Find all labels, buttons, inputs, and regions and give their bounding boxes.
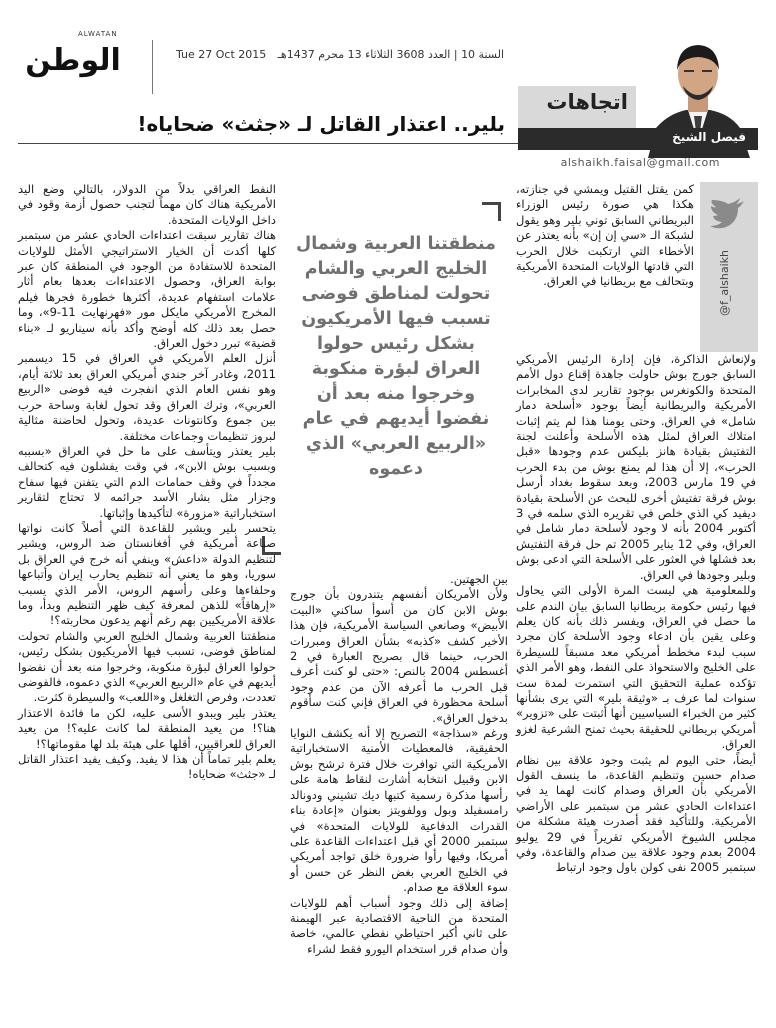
headline: بلير.. اعتذار القاتل لـ «جثث» ضحاياه!	[137, 112, 505, 136]
twitter-handle[interactable]: @f_alshaikh	[718, 250, 731, 317]
twitter-bird-shape	[708, 194, 748, 232]
column-section-title: اتجاهات	[546, 90, 628, 114]
paragraph: كمن يقتل القتيل ويمشي في جنازته، هكذا هي صورة رئيس الوزراء البريطاني السابق توني بلير وهو يقول لشبكة الـ «سي إن إن» بأنه يعتذر عن الأخطاء التي ارتكبت خلال الحرب التي قادتها الولايات المتحدة الأمريكية وبتحالف مع بريطانيا في العراق.	[516, 182, 694, 289]
headline-rule	[18, 143, 518, 144]
paragraph: منطقتنا العربية وشمال الخليج العربي والشام تحولت لمناطق فوضى، تسبب فيها الأمريكيون بشكل رئيس، حولوا العراق لبؤرة منكوبة، وخرجوا منه بعد أن نفضوا أيديهم في عام «الربيع العربي» الذي دعموه، فالفوضى تعددت، وفرص التغلغل و«اللعب» والسيطرة كثرت.	[18, 628, 276, 705]
paragraph: إضافة إلى ذلك وجود أسباب أهم للولايات المتحدة من الناحية الاقتصادية عبر الهيمنة على ثاني أكبر احتياطي نفطي عالمي، خاصة وأن صدام قرر استخدام اليورو فقط لشراء	[290, 895, 508, 956]
pull-quote-corner	[482, 202, 501, 221]
article-column-1	[516, 352, 756, 876]
twitter-bird-icon[interactable]	[708, 194, 748, 232]
paragraph: بلير يعتذر ويتأسف على ما حل في العراق «بسببه وبسبب بوش الابن»، في وقت يفشلون فيه كتحالف مجدداً في وقف حمامات الدم التي يتفنن فيها سفاح وجزار مثل بشار الأسد جرائمه لا تحتاج لتقارير استخباراتية «مزورة» لتأكيدها وإثباتها.	[18, 443, 276, 520]
masthead-divider	[152, 40, 153, 94]
paragraph: بين الجهتين.	[450, 572, 508, 586]
paragraph: ولإنعاش الذاكرة، فإن إدارة الرئيس الأمريكي السابق جورج بوش حاولت جاهدة إقناع دول الأمم المتحدة والكونغرس بوجود تقارير لدى المخابرات الأمريكية والبريطانية أيضاً بوجود «أسلحة دمار شامل» في العراق. وحتى يومنا هذا لم يتم إثبات امتلاك العراق لمثل هذه الأسلحة وأعلنت لجنة التفتيش بقيادة هانز بليكس عدم وجودها «قبل الحرب»، إلا أن هذا لم يمنع بوش من بدء الحرب في 19 مارس 2003، وبعد سقوط بغداد أرسل بوش فرقة تفتيش أخرى للبحث عن الأسلحة بقيادة ديفيد كي الذي خلص في تقريره الذي سلمه في 3 أكتوبر 2004 بأنه لا وجود لأسلحة دمار شامل في العراق، وفي 12 يناير 2005 تم حل فرقة التفتيش بعد فشلها في العثور على الأسلحة التي ادعى بوش وبلير وجودها في العراق.	[516, 352, 756, 582]
paragraph: النفط العراقي بدلاً من الدولار، بالتالي وضع اليد الأمريكية هناك كان مهماً لتجنب حصول أزمة وقود في داخل الولايات المتحدة.	[18, 182, 276, 227]
paragraph: وللمعلومية هي ليست المرة الأولى التي يحاول فيها رئيس حكومة بريطانيا السابق بيان الندم على ما حصل في العراق، ويفسر ذلك بأنه كان يعلم وعلى يقين بأن ادعاء وجود الأسلحة كان مجرد سبب لبدء مخطط أمريكي معد مسبقاً للسيطرة على الخليج والاستحواذ على النفط، وهو الأمر الذي تؤكده عملية التحقيق التي استمرت لمدة ست سنوات لما عرف بـ «وثيقة بلير» التي يرى بشأنها كثير من الخبراء السياسيين أنها أثبتت على «تزوير» أمريكي بريطاني للحقيقة بحيث تمنح الشرعية لغزو العراق.	[516, 583, 756, 752]
article-column-3	[18, 182, 276, 783]
article-column-2	[290, 572, 508, 957]
paragraph: ورغم «سذاجة» التصريح إلا أنه يكشف النوايا الحقيقية، فالمعطيات الأمنية الاستخباراتية الأمريكية التي توافرت خلال فترة ترشح بوش الابن وقبيل انتخابه أشارت لنقاط هامة على رأسها مذكرة رسمية كتبها ديك تشيني ودونالد رامسفيلد وبول وولفويتز بعنوان «إعادة بناء القدرات الدفاعية للولايات المتحدة» في سبتمبر 2000 أي قبل اعتداءات القاعدة على أمريكا، وفيها رأوا ضرورة خلق تواجد أمريكي في الخليج العربي بغض النظر عن حسن أو سوء العلاقة مع صدام.	[290, 726, 508, 895]
pull-quote: منطقتنا العربية وشمال الخليج العربي والشام تحولت لمناطق فوضى تسبب فيها الأمريكيون بشكل رئيس حولوا العراق لبؤرة منكوبة وخرجوا منه بعد أن نفضوا أيديهم في عام «الربيع العربي» الذي دعموه	[296, 234, 496, 479]
article-column-1-top	[516, 182, 694, 290]
paragraph: يتحسر بلير ويشير للقاعدة التي أصلاً كانت نواتها صناعة أمريكية في أفغانستان ضد الروس، ويشير لتنظيم الدولة «داعش» وينفي أنه خرج في العراق بل سوريا، وهو ما يعني أنه تنظيم يحارب إيران وأتباعها وحلفاءها وعلى رأسهم الروس، الأمر الذي يسبب «إرهاقاً» للذهن لمعرفة كيف ظهر التنظيم وبدأ، وما علاقة الأمريكيين بهم رغم أنهم يدعون محاربته؟!	[18, 520, 276, 628]
paragraph: يعتذر بلير ويبدو الأسى عليه، لكن ما فائدة الاعتذار هنا؟! من يعيد المنطقة لما كانت عليه؟! من يعيد العراق للعراقيين، أقلها على هيئة بلد لها مقوماتها؟!	[18, 705, 276, 751]
author-email[interactable]: alshaikh.faisal@gmail.com	[560, 156, 720, 169]
issue-info: السنة 10 | العدد 3608 الثلاثاء 13 محرم 1437هـ	[277, 48, 504, 61]
logo-latin: ALWATAN	[78, 30, 118, 38]
dateline	[176, 48, 504, 61]
logo: الوطن	[25, 43, 121, 78]
paragraph: أنزل العلم الأمريكي في العراق في 15 ديسمبر 2011، وغادر آخر جندي أمريكي العراق بعد ثلاثة أيام، وهو نفس العام الذي انفجرت فيه فوضى «الربيع العربي»، وترك العراق وقد تحول لغابة وساحة حرب بين جموع وكانتونات عديدة، وتحول لحاضنة مثالية لبروز تنظيمات وجماعات مختلفة.	[18, 351, 276, 443]
paragraph: ولأن الأمريكان أنفسهم يتندرون بأن جورج بوش الابن كان من أسوأ ساكني «البيت الأبيض» وصانعي السياسة الأمريكية، فإن هذا الأخير كشف «كذبه» بشأن العراق ومبررات الحرب، حينما قال بصريح العبارة في 2 أغسطس 2004 بالنص: «حتى لو كنت أعرف قبل الحرب ما أعرفه الآن من عدم وجود أسلحة محظورة في العراق فإني كنت سأقوم بدخول العراق».	[290, 587, 508, 725]
paragraph: هناك تقارير سبقت اعتداءات الحادي عشر من سبتمبر كلها أكدت أن الخيار الاستراتيجي الأمثل للولايات المتحدة للاستفادة من الوجود في المنطقة كان عبر بوابة العراق، وحصول الاعتداءات بعدها بعام أثار علامات استفهام عديدة، أكثرها خطورة فجرها فيلم المخرج الأمريكي مايكل مور «فهرنهايت 11-9»، وما حصل بعد ذلك كله أوضح وأكد بأنه سيناريو لـ «بناء قضية» تبرر دخول العراق.	[18, 228, 277, 351]
paragraph: يعلم بلير تماماً أن هذا لا يفيد. وكيف يفيد اعتذار القاتل لـ «جثث» ضحاياه!	[18, 752, 276, 782]
author-name: فيصل الشيخ	[672, 130, 746, 144]
paragraph: أيضاً، حتى اليوم لم يثبت وجود علاقة بين نظام صدام حسين وتنظيم القاعدة، ما ينسف القول الأمريكي بأن العراق وصدام كانت لهما يد في اعتداءات الحادي عشر من سبتمبر على الأراضي الأمريكية. وللتأكيد فقد أصدرت هيئة مشكلة من مجلس الشيوخ الأمريكي تقريراً في 29 يوليو 2004 بعدم وجود علاقة بين صدام والقاعدة، وفي سبتمبر 2005 نفى كولن باول وجود ارتباط	[516, 752, 756, 875]
date-english: Tue 27 Oct 2015	[176, 48, 267, 61]
